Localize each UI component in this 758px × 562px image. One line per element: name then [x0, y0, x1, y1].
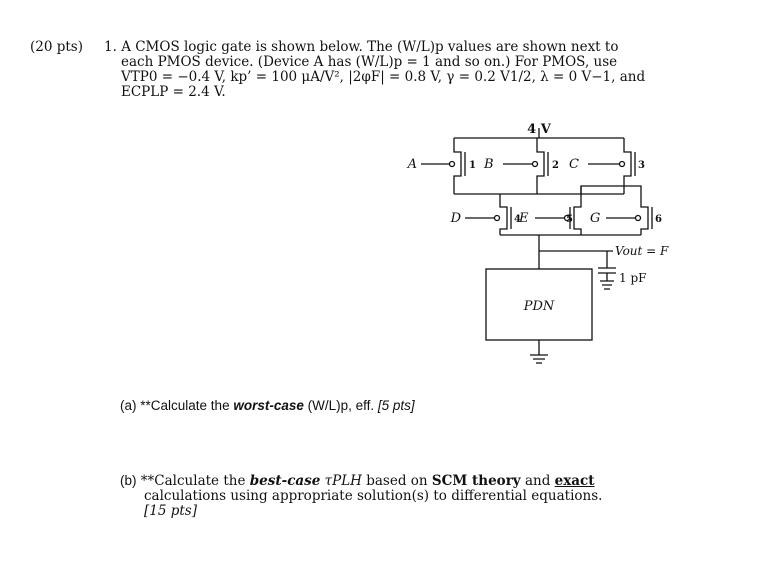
size-g: 6 — [655, 214, 662, 225]
part-b-exact: exact — [554, 473, 595, 489]
part-a-quantity: (W/L)p, eff. — [303, 398, 375, 413]
problem-number: 1. — [104, 39, 117, 55]
size-e: 5 — [566, 214, 573, 225]
part-b-emphasis: best-case — [249, 473, 321, 489]
part-b — [120, 473, 602, 519]
output-label: Vout = F — [615, 244, 669, 258]
pmos-a-bubble — [450, 162, 455, 167]
pmos-d-bubble — [495, 216, 500, 221]
size-d: 4 — [514, 214, 521, 225]
part-b-line-3: [15 pts] — [144, 503, 197, 519]
part-b-tau: τPLH — [320, 473, 362, 489]
pmos-g-channel — [641, 206, 648, 235]
part-b-label: (b) — [120, 473, 137, 488]
input-b-label: B — [484, 157, 494, 172]
part-a-line — [120, 398, 415, 413]
part-b-scm: SCM theory — [431, 473, 521, 489]
part-b-and: and — [520, 473, 555, 489]
cap-plates — [598, 268, 616, 273]
part-a-prefix: **Calculate the — [140, 398, 234, 413]
problem-statement — [104, 40, 645, 100]
pmos-g-bubble — [636, 216, 641, 221]
pmos-d-channel — [500, 206, 507, 235]
pmos-c-bubble — [620, 162, 625, 167]
part-b-mid: based on — [361, 473, 432, 489]
part-b-prefix: **Calculate the — [140, 473, 250, 489]
pmos-a-channel — [454, 138, 461, 194]
points-label: (20 pts) — [30, 39, 83, 55]
supply-label: 4 V — [527, 122, 551, 137]
problem-line-3: VTP0 = −0.4 V, kp’ = 100 μA/V², |2φF| = 0.8 V, γ = 0.2 V1/2, λ = 0 V−1, and — [121, 69, 646, 85]
input-d-label: D — [450, 211, 461, 226]
cap-label: 1 pF — [619, 271, 647, 285]
pdn-label: PDN — [523, 299, 555, 314]
problem-line-4: ECPLP = 2.4 V. — [121, 84, 226, 100]
part-a-points: [5 pts] — [374, 398, 415, 413]
cmos-gate-schematic — [395, 118, 695, 378]
input-g-label: G — [590, 211, 601, 226]
part-b-line-2: calculations using appropriate solution(s) to differential equations. — [144, 488, 603, 504]
size-c: 3 — [638, 160, 645, 171]
question-points — [30, 40, 83, 55]
problem-line-2: each PMOS device. (Device A has (W/L)p = 1 and so on.) For PMOS, use — [121, 54, 618, 70]
input-e-label: E — [519, 211, 529, 226]
input-c-label: C — [569, 157, 579, 172]
size-a: 1 — [469, 160, 476, 171]
input-a-label: A — [407, 157, 417, 172]
size-b: 2 — [552, 160, 559, 171]
part-b-line-1 — [120, 473, 602, 489]
part-a-label: (a) — [120, 398, 137, 413]
problem-text-1: A CMOS logic gate is shown below. The (W/L)p values are shown next to — [121, 39, 619, 55]
pmos-b-bubble — [533, 162, 538, 167]
cap-ground — [600, 273, 614, 289]
pdn-ground — [530, 340, 548, 363]
pmos-b-channel — [537, 138, 544, 194]
part-a-emphasis: worst-case — [233, 398, 304, 413]
part-a — [120, 398, 415, 413]
node-x-to-g — [581, 186, 641, 206]
pmos-e-channel — [574, 206, 581, 235]
problem-line-1 — [104, 40, 645, 55]
